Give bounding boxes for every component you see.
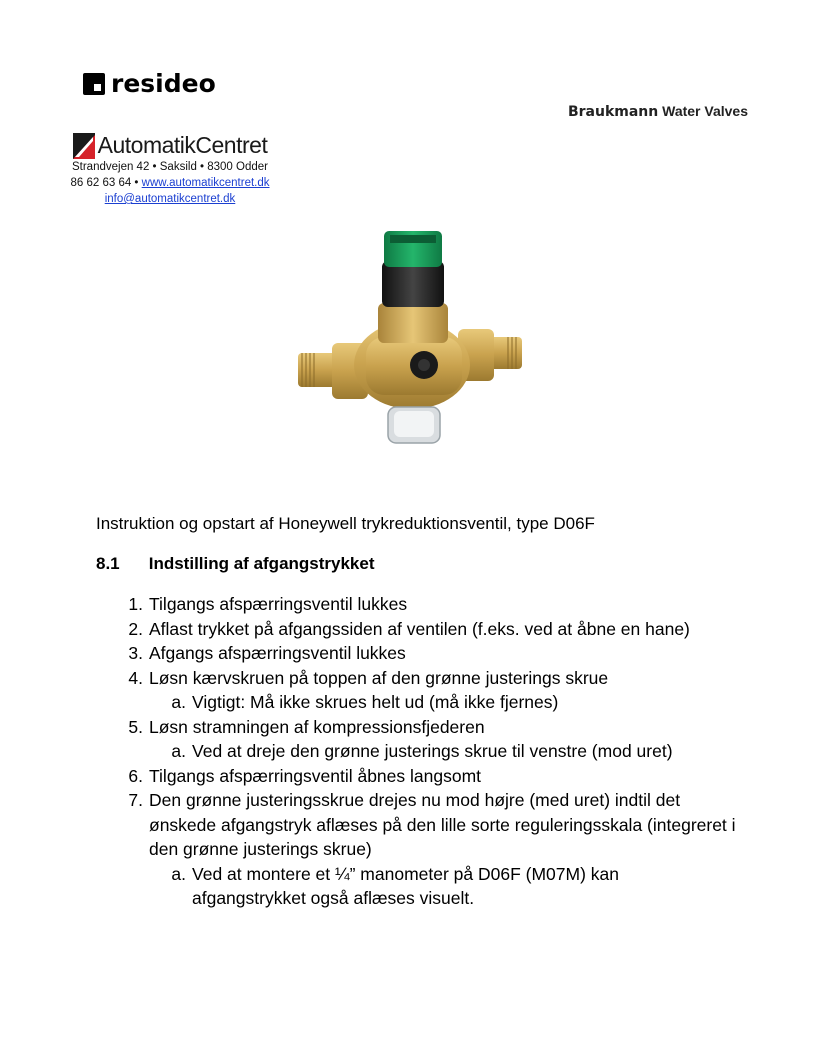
list-item bbox=[96, 592, 736, 617]
list-item bbox=[96, 788, 736, 862]
list-item-text: Løsn kærvskruen på toppen af den grønne justerings skrue bbox=[149, 667, 609, 688]
company-contact-line bbox=[55, 175, 285, 191]
company-block bbox=[55, 132, 285, 207]
list-item bbox=[96, 715, 736, 740]
sub-list-item-text: Ved at dreje den grønne justerings skrue til venstre (mod uret) bbox=[192, 741, 673, 761]
company-logo bbox=[55, 132, 285, 159]
intro-text: Instruktion og opstart af Honeywell trykreduktionsventil, type D06F bbox=[96, 514, 595, 533]
company-address: Strandvejen 42 • Saksild • 8300 Odder bbox=[71, 161, 268, 173]
list-item-text: Tilgangs afspærringsventil åbnes langsomt bbox=[149, 765, 482, 786]
sub-list-item-text: Ved at montere et ¼” manometer på D06F (M07M) kan afgangstrykket også aflæses visuelt. bbox=[192, 863, 619, 908]
section-title: Indstilling af afgangstrykket bbox=[148, 554, 375, 573]
product-image bbox=[290, 225, 530, 480]
resideo-logo bbox=[83, 69, 216, 98]
list-item-number: 3. bbox=[128, 643, 143, 663]
list-item-text: Aflast trykket på afgangssiden af ventilen (f.eks. ved at åbne en hane) bbox=[149, 618, 690, 639]
sub-list-item-letter: a. bbox=[171, 863, 186, 884]
braukmann-subtitle: Water Valves bbox=[662, 103, 748, 119]
list-item bbox=[96, 617, 736, 642]
list-item bbox=[96, 764, 736, 789]
company-phone: 86 62 63 64 • bbox=[70, 177, 139, 189]
list-item-number: 1. bbox=[128, 594, 143, 614]
sub-list-item-letter: a. bbox=[171, 741, 186, 761]
company-website-link[interactable]: www.automatikcentret.dk bbox=[141, 177, 270, 189]
list-item-text: Tilgangs afspærringsventil lukkes bbox=[149, 594, 408, 614]
resideo-logo-icon bbox=[83, 73, 105, 95]
list-item-text: Afgangs afspærringsventil lukkes bbox=[149, 643, 406, 663]
resideo-logo-text: resideo bbox=[111, 69, 216, 98]
list-item-number: 5. bbox=[128, 716, 143, 737]
list-item-number: 7. bbox=[128, 790, 143, 810]
list-item-number: 4. bbox=[128, 667, 143, 688]
list-item-text: Den grønne justeringsskrue drejes nu mod højre (med uret) indtil det ønskede afgangstryk aflæses på den lille sorte reguleringsskala (integreret i den grønne justerings skrue) bbox=[149, 790, 736, 859]
braukmann-logo bbox=[568, 103, 748, 120]
list-item bbox=[96, 641, 736, 666]
company-email-line bbox=[55, 191, 285, 207]
sub-list-item bbox=[96, 690, 736, 715]
section-heading bbox=[96, 554, 375, 574]
steps-list bbox=[96, 592, 736, 911]
pressure-reducing-valve-icon bbox=[290, 225, 530, 475]
sub-list-item-letter: a. bbox=[171, 692, 186, 712]
sub-list-item bbox=[96, 739, 736, 764]
sub-list-item bbox=[96, 862, 736, 911]
braukmann-name: Braukmann bbox=[567, 104, 659, 120]
list-item bbox=[96, 666, 736, 691]
sub-list-item-text: Vigtigt: Må ikke skrues helt ud (må ikke fjernes) bbox=[192, 692, 559, 712]
list-item-text: Løsn stramningen af kompressionsfjederen bbox=[149, 716, 485, 737]
company-email-link[interactable]: info@automatikcentret.dk bbox=[104, 193, 236, 205]
list-item-number: 6. bbox=[128, 765, 143, 786]
automatikcentret-logo-icon bbox=[73, 133, 95, 159]
list-item-number: 2. bbox=[128, 618, 143, 639]
section-number: 8.1 bbox=[96, 554, 120, 573]
company-name: AutomatikCentret bbox=[97, 132, 268, 158]
